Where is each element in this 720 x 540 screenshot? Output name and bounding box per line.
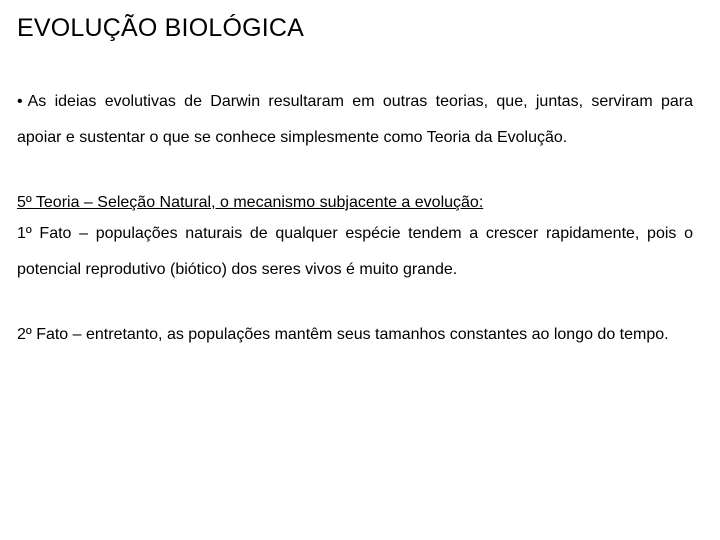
bullet-icon: • [17, 93, 23, 110]
fact-1-paragraph: 1º Fato – populações naturais de qualquer espécie tendem a crescer rapidamente, pois o potencial reprodutivo (biótico) dos seres vivos é muito grande. [17, 225, 693, 278]
intro-text: As ideias evolutivas de Darwin resultaram em outras teorias, que, juntas, serviram para apoiar e sustentar o que se conhece simplesmente como Teoria da Evolução. [17, 93, 693, 146]
section-heading: 5º Teoria – Seleção Natural, o mecanismo subjacente a evolução: [17, 194, 484, 211]
slide-title: EVOLUÇÃO BIOLÓGICA [17, 14, 305, 42]
intro-paragraph [17, 84, 693, 156]
fact-2-paragraph: 2º Fato – entretanto, as populações mantêm seus tamanhos constantes ao longo do tempo. [17, 326, 669, 343]
